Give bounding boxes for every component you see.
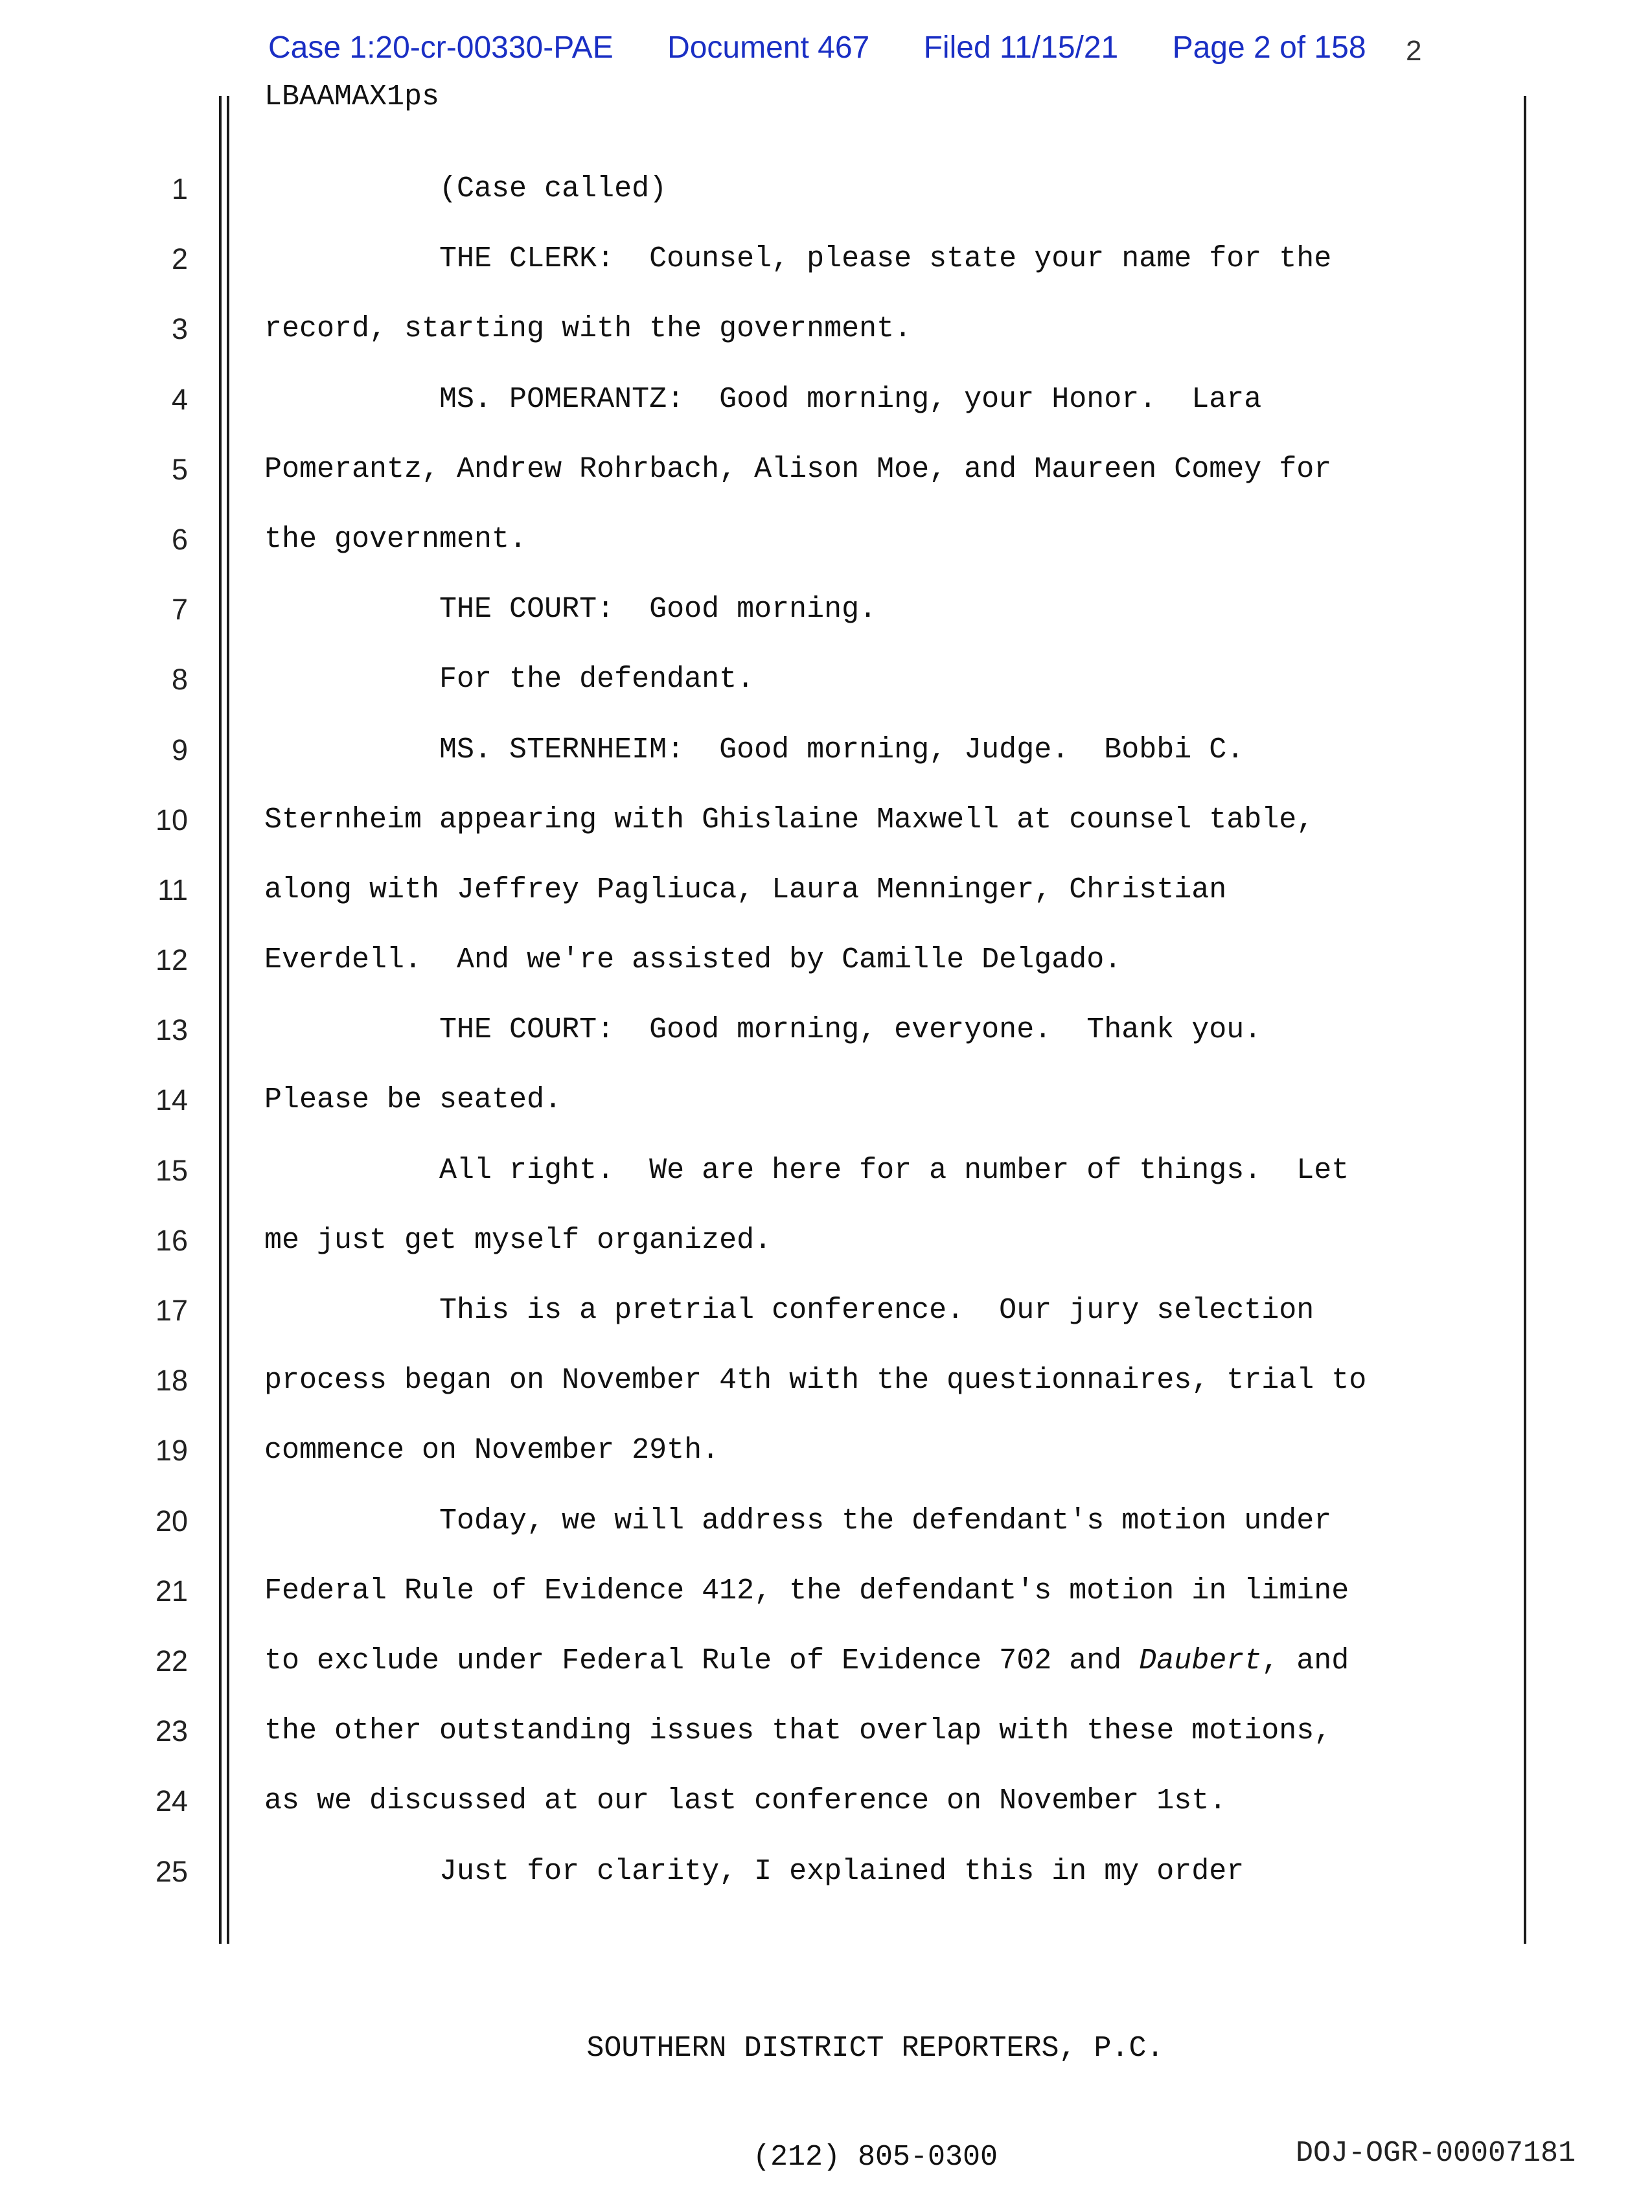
line-text-main: Please be seated. (264, 1083, 562, 1117)
line-text-main: Just for clarity, I explained this in my order (264, 1854, 1245, 1888)
line-number: 12 (155, 943, 188, 977)
line-number: 25 (155, 1854, 188, 1888)
transcript-line (0, 938, 1652, 1008)
line-text-main: Pomerantz, Andrew Rohrbach, Alison Moe, and Maureen Comey for (264, 452, 1332, 486)
line-text (264, 1714, 1331, 1747)
line-number: 7 (171, 593, 188, 627)
line-text-main: MS. STERNHEIM: Good morning, Judge. Bobbi C. (264, 733, 1245, 766)
transcript-line (0, 1289, 1652, 1359)
line-text (264, 943, 1121, 976)
filed-date: Filed 11/15/21 (923, 30, 1119, 65)
case-stamp (268, 30, 1366, 65)
line-text (264, 383, 1261, 416)
line-number: 9 (171, 733, 188, 766)
line-number: 22 (155, 1644, 188, 1677)
footer (0, 1958, 1652, 2212)
line-text-main: commence on November 29th. (264, 1434, 720, 1468)
line-number: 20 (155, 1504, 188, 1538)
line-text-main: Sternheim appearing with Ghislaine Maxwell at counsel table, (264, 803, 1314, 836)
line-text (264, 873, 1226, 906)
transcript-line (0, 658, 1652, 728)
line-text (264, 1855, 1244, 1888)
line-text (264, 1364, 1366, 1397)
line-number: 1 (171, 172, 188, 205)
line-text (264, 1504, 1331, 1538)
page-count: Page 2 of 158 (1172, 30, 1366, 65)
line-text-after: , and (1261, 1644, 1349, 1677)
line-number: 13 (155, 1013, 188, 1047)
transcript-line (0, 518, 1652, 588)
line-number: 24 (155, 1784, 188, 1818)
line-text-main: THE COURT: Good morning. (264, 593, 877, 627)
bates-number: DOJ-OGR-00007181 (1296, 2137, 1576, 2170)
line-text-main: as we discussed at our last conference on November 1st. (264, 1784, 1227, 1818)
line-text-main: THE COURT: Good morning, everyone. Thank you. (264, 1013, 1262, 1047)
line-text (264, 453, 1331, 486)
line-text (264, 1644, 1349, 1677)
line-text (264, 1574, 1349, 1607)
line-text (264, 593, 877, 626)
line-text (264, 1294, 1314, 1327)
line-text (264, 172, 667, 205)
line-text-main: Today, we will address the defendant's motion under (264, 1504, 1332, 1538)
line-text-main: to exclude under Federal Rule of Evidence 702 and (264, 1644, 1140, 1677)
line-text (264, 312, 912, 345)
line-text-main: This is a pretrial conference. Our jury selection (264, 1294, 1314, 1327)
transcript-line (0, 1850, 1652, 1920)
transcript-line (0, 868, 1652, 938)
page-number: 2 (1406, 35, 1422, 67)
line-number: 5 (171, 452, 188, 486)
line-number: 21 (155, 1574, 188, 1607)
line-text-main: Federal Rule of Evidence 412, the defendant's motion in limine (264, 1574, 1349, 1607)
transcript-line (0, 728, 1652, 798)
transcript-line (0, 1639, 1652, 1709)
line-text-main: All right. We are here for a number of things. Let (264, 1153, 1349, 1187)
transcript-line (0, 1149, 1652, 1219)
transcript-line (0, 378, 1652, 448)
line-number: 18 (155, 1364, 188, 1398)
line-number: 17 (155, 1294, 188, 1327)
transcript-line (0, 1078, 1652, 1148)
transcript-line (0, 1359, 1652, 1429)
line-text (264, 1013, 1261, 1046)
reporter-name: SOUTHERN DISTRICT REPORTERS, P.C. (586, 2032, 1164, 2065)
transcript-line (0, 1008, 1652, 1078)
line-text-main: the other outstanding issues that overlap with these motions, (264, 1714, 1332, 1748)
line-number: 11 (157, 873, 188, 906)
transcript-line (0, 1499, 1652, 1569)
line-text-main: For the defendant. (264, 663, 755, 697)
document-number: Document 467 (667, 30, 870, 65)
line-text (264, 733, 1244, 766)
reporter-phone: (212) 805-0300 (752, 2141, 998, 2174)
line-text-main: (Case called) (264, 172, 667, 205)
line-text-main: the government. (264, 522, 527, 556)
line-text-main: along with Jeffrey Pagliuca, Laura Menninger, Christian (264, 873, 1227, 906)
line-text-main: MS. POMERANTZ: Good morning, your Honor. Lara (264, 382, 1262, 416)
line-number: 8 (171, 663, 188, 697)
line-text (264, 1154, 1349, 1187)
line-number: 15 (155, 1153, 188, 1187)
line-number: 19 (155, 1434, 188, 1468)
transcript-lines (0, 167, 1652, 1920)
transcript-line (0, 588, 1652, 658)
line-text (264, 1224, 772, 1257)
line-number: 3 (171, 312, 188, 346)
transcript-line (0, 307, 1652, 377)
line-number: 23 (155, 1714, 188, 1748)
transcript-line (0, 1569, 1652, 1639)
transcript-line (0, 448, 1652, 518)
line-text-main: record, starting with the government. (264, 312, 912, 346)
case-number: Case 1:20-cr-00330-PAE (268, 30, 614, 65)
line-number: 4 (171, 382, 188, 416)
transcript-line (0, 1709, 1652, 1779)
transcript-tag: LBAAMAX1ps (264, 80, 440, 113)
line-text (264, 663, 754, 696)
line-number: 2 (171, 242, 188, 276)
transcript-line (0, 1429, 1652, 1499)
line-text (264, 1784, 1226, 1817)
line-text-main: process began on November 4th with the questionnaires, trial to (264, 1364, 1367, 1398)
line-text-italic: Daubert (1139, 1644, 1262, 1677)
line-number: 6 (171, 522, 188, 556)
line-text-main: Everdell. And we're assisted by Camille Delgado. (264, 943, 1122, 977)
line-number: 16 (155, 1223, 188, 1257)
line-text-main: me just get myself organized. (264, 1223, 772, 1257)
line-text (264, 1083, 562, 1116)
line-number: 10 (155, 803, 188, 836)
transcript-line (0, 237, 1652, 307)
transcript-line (0, 167, 1652, 237)
line-text (264, 1434, 719, 1467)
transcript-line (0, 1779, 1652, 1849)
line-text (264, 523, 527, 556)
line-text-main: THE CLERK: Counsel, please state your name for the (264, 242, 1332, 276)
line-text (264, 803, 1314, 836)
line-number: 14 (155, 1083, 188, 1117)
line-text (264, 242, 1331, 275)
transcript-line (0, 798, 1652, 868)
transcript-line (0, 1219, 1652, 1289)
